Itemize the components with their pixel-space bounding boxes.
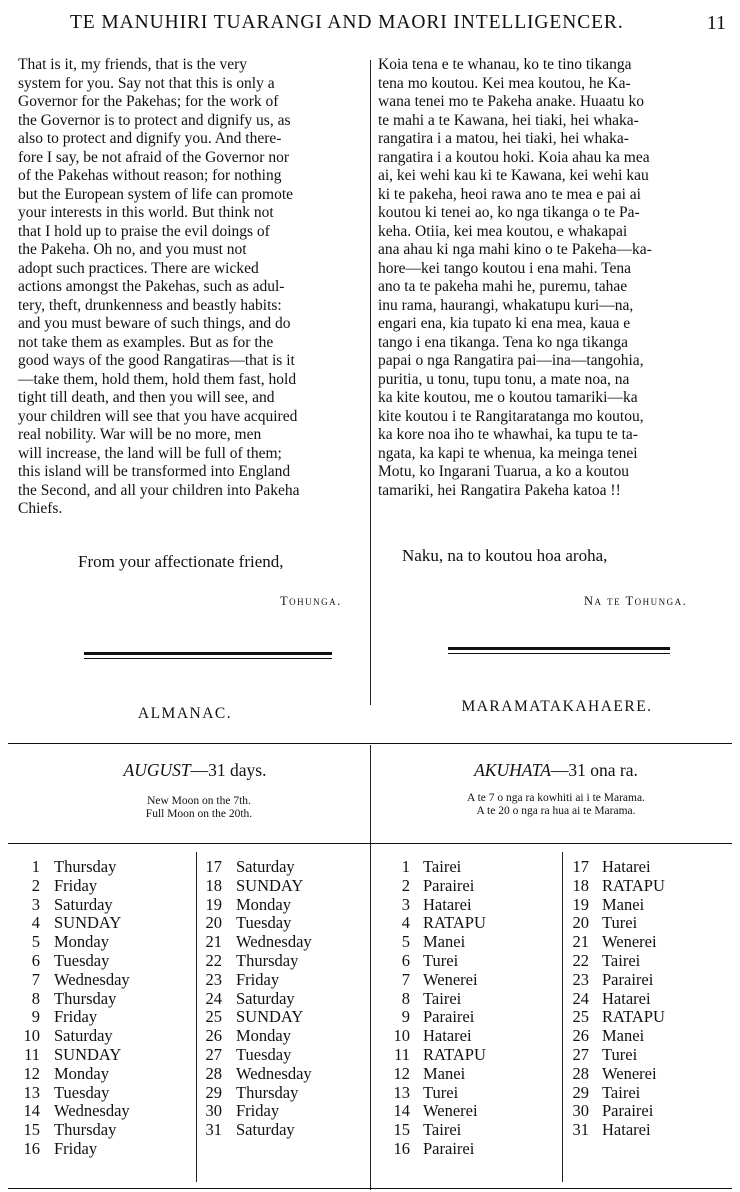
weekday-name: Wednesday bbox=[54, 1101, 130, 1121]
weekday-name: Tuesday bbox=[54, 950, 110, 970]
weekday-name: Thursday bbox=[54, 1120, 117, 1140]
weekday-name: Saturday bbox=[236, 1120, 295, 1140]
maori-text-line: tena mo koutou. Kei mea koutou, he Ka- bbox=[378, 74, 631, 92]
date-number: 12 bbox=[393, 1063, 410, 1083]
date-number: 30 bbox=[205, 1101, 222, 1121]
newspaper-title: TE MANUHIRI TUARANGI AND MAORI INTELLIGENCER. bbox=[70, 12, 624, 33]
date-number: 9 bbox=[401, 1007, 410, 1027]
weekday-name: Wednesday bbox=[236, 932, 312, 952]
english-text-line: of the Pakehas without reason; for nothing bbox=[18, 167, 282, 184]
weekday-name: Monday bbox=[54, 932, 109, 952]
maori-closing: Naku, na to koutou hoa aroha, bbox=[402, 546, 608, 565]
bottom-rule bbox=[8, 1188, 732, 1189]
weekday-name: Tairei bbox=[423, 988, 462, 1008]
maori-text-line: ki te pakeha, heoi rawa ano te mea e pai ai bbox=[378, 185, 641, 203]
english-text-line: and you must beware of such things, and do bbox=[18, 315, 291, 332]
almanac-title: ALMANAC. bbox=[137, 705, 233, 722]
date-number: 29 bbox=[572, 1082, 589, 1102]
maori-double-rule bbox=[448, 647, 670, 650]
english-calendar-divider bbox=[196, 852, 197, 1182]
date-number: 28 bbox=[205, 1063, 222, 1083]
english-text-line: adopt such practices. There are wicked bbox=[18, 259, 259, 277]
date-number: 4 bbox=[31, 913, 40, 933]
almanac-top-rule bbox=[8, 743, 732, 744]
date-number: 1 bbox=[31, 857, 40, 876]
weekday-name: Turei bbox=[423, 1082, 459, 1102]
english-text-line: Chiefs. bbox=[18, 500, 63, 517]
weekday-name: RATAPU bbox=[423, 1044, 486, 1064]
date-number: 21 bbox=[205, 932, 222, 952]
weekday-name: SUNDAY bbox=[236, 875, 304, 895]
maori-text-line: ai, kei wehi kau ki te Kawana, kei wehi kau bbox=[378, 167, 649, 184]
english-text-line: good ways of the good Rangatiras—that is it bbox=[18, 352, 295, 369]
maori-month-name: AKUHATA bbox=[474, 760, 551, 780]
english-text-line: actions amongst the Pakehas, such as adul- bbox=[18, 278, 285, 295]
weekday-name: Parairei bbox=[423, 875, 475, 895]
date-number: 20 bbox=[572, 913, 589, 933]
weekday-name: Friday bbox=[54, 1007, 98, 1027]
weekday-name: Thursday bbox=[236, 1082, 299, 1102]
maori-text-line: engari ena, kia tupato ki ena mea, kaua e bbox=[378, 315, 631, 332]
weekday-name: Monday bbox=[236, 1026, 291, 1046]
date-number: 8 bbox=[31, 988, 40, 1008]
date-number: 26 bbox=[572, 1026, 589, 1046]
weekday-name: Friday bbox=[54, 1138, 98, 1158]
date-number: 13 bbox=[23, 1082, 40, 1102]
date-number: 13 bbox=[393, 1082, 410, 1102]
english-text-line: your children will see that you have acquired bbox=[18, 407, 298, 425]
date-number: 16 bbox=[23, 1138, 40, 1158]
english-text-line: not take them as examples. But as for the bbox=[18, 333, 274, 351]
weekday-name: Hatarei bbox=[423, 894, 472, 914]
english-text-line: will increase, the land will be full of them; bbox=[18, 444, 282, 462]
weekday-name: Turei bbox=[602, 913, 638, 933]
date-number: 11 bbox=[24, 1044, 40, 1064]
english-text-line: but the European system of life can promote bbox=[18, 185, 294, 203]
date-number: 7 bbox=[31, 969, 40, 989]
weekday-name: Parairei bbox=[602, 1101, 654, 1121]
maori-article bbox=[378, 56, 728, 500]
date-number: 24 bbox=[572, 988, 589, 1008]
weekday-name: Thursday bbox=[54, 988, 117, 1008]
date-number: 18 bbox=[205, 875, 222, 895]
weekday-name: Friday bbox=[236, 969, 280, 989]
weekday-name: Monday bbox=[236, 894, 291, 914]
date-number: 1 bbox=[401, 857, 410, 876]
weekday-name: Hatarei bbox=[602, 988, 651, 1008]
page-header bbox=[0, 8, 740, 38]
maori-calendar-divider bbox=[562, 852, 563, 1182]
date-number: 6 bbox=[401, 950, 410, 970]
maori-text-line: koutou ki tenei ao, ko nga tikanga o te Pa- bbox=[378, 204, 640, 221]
weekday-name: SUNDAY bbox=[54, 913, 122, 933]
weekday-name: Manei bbox=[602, 1026, 645, 1046]
date-number: 14 bbox=[393, 1101, 410, 1121]
calendar-top-rule bbox=[8, 843, 732, 844]
weekday-name: Hatarei bbox=[423, 1026, 472, 1046]
weekday-name: Wenerei bbox=[423, 1101, 478, 1121]
weekday-name: Parairei bbox=[602, 969, 654, 989]
date-number: 15 bbox=[393, 1120, 410, 1140]
maori-month-heading bbox=[372, 760, 740, 781]
weekday-name: Thursday bbox=[54, 857, 117, 876]
english-text-line: —take them, hold them, hold them fast, hold bbox=[18, 370, 297, 388]
date-number: 31 bbox=[205, 1120, 222, 1140]
english-month-name: AUGUST bbox=[123, 760, 191, 780]
date-number: 19 bbox=[572, 894, 589, 914]
english-text-line: your interests in this world. But think not bbox=[18, 204, 274, 221]
date-number: 22 bbox=[572, 950, 589, 970]
weekday-name: Parairei bbox=[423, 1138, 475, 1158]
date-number: 7 bbox=[401, 969, 410, 989]
maori-text-line: te mahi a te Kawana, hei tiaki, hei whaka- bbox=[378, 111, 639, 129]
date-number: 17 bbox=[572, 857, 589, 876]
date-number: 25 bbox=[572, 1007, 589, 1027]
date-number: 27 bbox=[205, 1044, 222, 1064]
date-number: 17 bbox=[205, 857, 222, 876]
weekday-name: SUNDAY bbox=[236, 1007, 304, 1027]
weekday-name: Wednesday bbox=[236, 1063, 312, 1083]
weekday-name: Tuesday bbox=[54, 1082, 110, 1102]
maori-text-line: hore—kei tango koutou i ena mahi. Tena bbox=[378, 259, 632, 277]
weekday-name: Tairei bbox=[423, 1120, 462, 1140]
weekday-name: RATAPU bbox=[423, 913, 486, 933]
weekday-name: Wenerei bbox=[602, 932, 657, 952]
weekday-name: Wednesday bbox=[54, 969, 130, 989]
date-number: 28 bbox=[572, 1063, 589, 1083]
maori-text-line: ngata, ka kapi te whenua, ka meinga tenei bbox=[378, 444, 638, 462]
weekday-name: Friday bbox=[54, 875, 98, 895]
date-number: 22 bbox=[205, 950, 222, 970]
weekday-name: Parairei bbox=[423, 1007, 475, 1027]
weekday-name: SUNDAY bbox=[54, 1044, 122, 1064]
date-number: 29 bbox=[205, 1082, 222, 1102]
date-number: 3 bbox=[31, 894, 40, 914]
weekday-name: Saturday bbox=[236, 988, 295, 1008]
maori-text-line: keha. Otiia, kei mea koutou, e whakapai bbox=[378, 222, 628, 240]
weekday-name: Manei bbox=[602, 894, 645, 914]
date-number: 11 bbox=[394, 1044, 410, 1064]
maori-text-line: kite koutou i te Rangitaratanga mo koutou, bbox=[378, 407, 644, 425]
english-text-line: also to protect and dignify you. And there- bbox=[18, 130, 282, 147]
date-number: 4 bbox=[401, 913, 410, 933]
weekday-name: Tairei bbox=[423, 857, 462, 876]
date-number: 23 bbox=[205, 969, 222, 989]
english-double-rule bbox=[84, 652, 332, 655]
date-number: 31 bbox=[572, 1120, 589, 1140]
maori-text-line: tango i ena tikanga. Tena ko nga tikanga bbox=[378, 333, 628, 351]
english-text-line: real nobility. War will be no more, men bbox=[18, 426, 262, 443]
english-text-line: the Second, and all your children into Pakeha bbox=[18, 481, 300, 499]
maori-double-rule-thin bbox=[448, 653, 670, 654]
weekday-name: Manei bbox=[423, 1063, 466, 1083]
weekday-name: Saturday bbox=[54, 1026, 113, 1046]
date-number: 3 bbox=[401, 894, 410, 914]
weekday-name: Tuesday bbox=[236, 913, 292, 933]
maori-text-line: ana ahau ki nga mahi kino o te Pakeha—ka- bbox=[378, 241, 652, 258]
english-month-days: —31 days. bbox=[190, 760, 267, 780]
date-number: 16 bbox=[393, 1138, 410, 1158]
english-text-line: That is it, my friends, that is the very bbox=[18, 56, 248, 73]
date-number: 23 bbox=[572, 969, 589, 989]
date-number: 19 bbox=[205, 894, 222, 914]
weekday-name: Saturday bbox=[236, 857, 295, 876]
english-full-moon: Full Moon on the 20th. bbox=[145, 808, 253, 820]
column-divider bbox=[370, 60, 371, 705]
weekday-name: Wenerei bbox=[602, 1063, 657, 1083]
english-text-line: that I hold up to praise the evil doings of bbox=[18, 222, 270, 240]
maori-text-line: Koia tena e te whanau, ko te tino tikanga bbox=[378, 56, 632, 73]
english-month-heading bbox=[0, 760, 390, 781]
weekday-name: Turei bbox=[602, 1044, 638, 1064]
date-number: 25 bbox=[205, 1007, 222, 1027]
page-number: 11 bbox=[706, 12, 726, 34]
maori-text-line: ano ta te pakeha mahi he, puremu, tahae bbox=[378, 278, 628, 295]
date-number: 10 bbox=[393, 1026, 410, 1046]
date-number: 12 bbox=[23, 1063, 40, 1083]
english-text-line: the Governor is to protect and dignify us, as bbox=[18, 111, 291, 129]
weekday-name: Tuesday bbox=[236, 1044, 292, 1064]
maori-text-line: ka kore noa iho te whawhai, ka tupu te ta- bbox=[378, 426, 638, 443]
english-closing: From your affectionate friend, bbox=[78, 552, 284, 571]
weekday-name: RATAPU bbox=[602, 1007, 665, 1027]
date-number: 27 bbox=[572, 1044, 589, 1064]
english-new-moon: New Moon on the 7th. bbox=[147, 795, 251, 807]
english-text-line: this island will be transformed into England bbox=[18, 463, 291, 480]
weekday-name: Turei bbox=[423, 950, 459, 970]
date-number: 9 bbox=[31, 1007, 40, 1027]
weekday-name: RATAPU bbox=[602, 875, 665, 895]
date-number: 21 bbox=[572, 932, 589, 952]
weekday-name: Wenerei bbox=[423, 969, 478, 989]
weekday-name: Monday bbox=[54, 1063, 109, 1083]
maori-new-moon: A te 7 o nga ra kowhiti ai i te Marama. bbox=[467, 792, 645, 804]
weekday-name: Manei bbox=[423, 932, 466, 952]
maori-moon-phases bbox=[372, 792, 740, 818]
maori-full-moon: A te 20 o nga ra hua ai te Marama. bbox=[476, 805, 636, 817]
maori-text-line: Motu, ko Ingarani Tuarua, a ko a koutou bbox=[378, 463, 629, 480]
date-number: 30 bbox=[572, 1101, 589, 1121]
english-moon-phases bbox=[0, 795, 398, 821]
maori-text-line: tamariki, hei Rangatira Pakeha katoa !! bbox=[378, 481, 621, 499]
english-article bbox=[18, 56, 367, 519]
weekday-name: Friday bbox=[236, 1101, 280, 1121]
maori-text-line: wana tenei mo te Pakeha anake. Huaatu ko bbox=[378, 93, 644, 110]
maori-text-line: rangatira i a matou, hei tiaki, hei whaka- bbox=[378, 130, 629, 147]
date-number: 14 bbox=[23, 1101, 40, 1121]
weekday-name: Hatarei bbox=[602, 857, 651, 876]
date-number: 2 bbox=[31, 875, 40, 895]
weekday-name: Thursday bbox=[236, 950, 299, 970]
date-number: 5 bbox=[31, 932, 40, 952]
english-text-line: the Pakeha. Oh no, and you must not bbox=[18, 241, 247, 258]
date-number: 26 bbox=[205, 1026, 222, 1046]
date-number: 2 bbox=[401, 875, 410, 895]
maori-text-line: inu rama, haurangi, whakatupu kuri—na, bbox=[378, 296, 634, 314]
english-signature: Tohunga. bbox=[280, 594, 342, 608]
date-number: 20 bbox=[205, 913, 222, 933]
date-number: 15 bbox=[23, 1120, 40, 1140]
english-text-line: Governor for the Pakehas; for the work of bbox=[18, 93, 279, 110]
date-number: 6 bbox=[31, 950, 40, 970]
english-text-line: tight till death, and then you will see, and bbox=[18, 389, 275, 406]
maori-text-line: ka kite koutou, me o koutou tamariki—ka bbox=[378, 389, 638, 406]
maori-text-line: puritia, u tonu, tupu tonu, a mate noa, na bbox=[378, 370, 630, 388]
date-number: 10 bbox=[23, 1026, 40, 1046]
date-number: 24 bbox=[205, 988, 222, 1008]
weekday-name: Hatarei bbox=[602, 1120, 651, 1140]
maori-text-line: rangatira i a koutou hoki. Koia ahau ka mea bbox=[378, 148, 650, 166]
date-number: 8 bbox=[401, 988, 410, 1008]
maori-month-days: —31 ona ra. bbox=[550, 760, 638, 780]
date-number: 5 bbox=[401, 932, 410, 952]
weekday-name: Saturday bbox=[54, 894, 113, 914]
weekday-name: Tairei bbox=[602, 1082, 641, 1102]
maori-text-line: papai o nga Rangatira pai—ina—tangohia, bbox=[378, 352, 644, 369]
english-text-line: fore I say, be not afraid of the Governor nor bbox=[18, 148, 290, 166]
weekday-name: Tairei bbox=[602, 950, 641, 970]
date-number: 18 bbox=[572, 875, 589, 895]
english-text-line: tery, theft, drunkenness and beastly habits: bbox=[18, 296, 282, 314]
english-double-rule-thin bbox=[84, 658, 332, 659]
english-text-line: system for you. Say not that this is only a bbox=[18, 74, 275, 92]
maramatakahaere-title: MARAMATAKAHAERE. bbox=[461, 698, 653, 715]
maori-signature: Na te Tohunga. bbox=[584, 594, 688, 608]
